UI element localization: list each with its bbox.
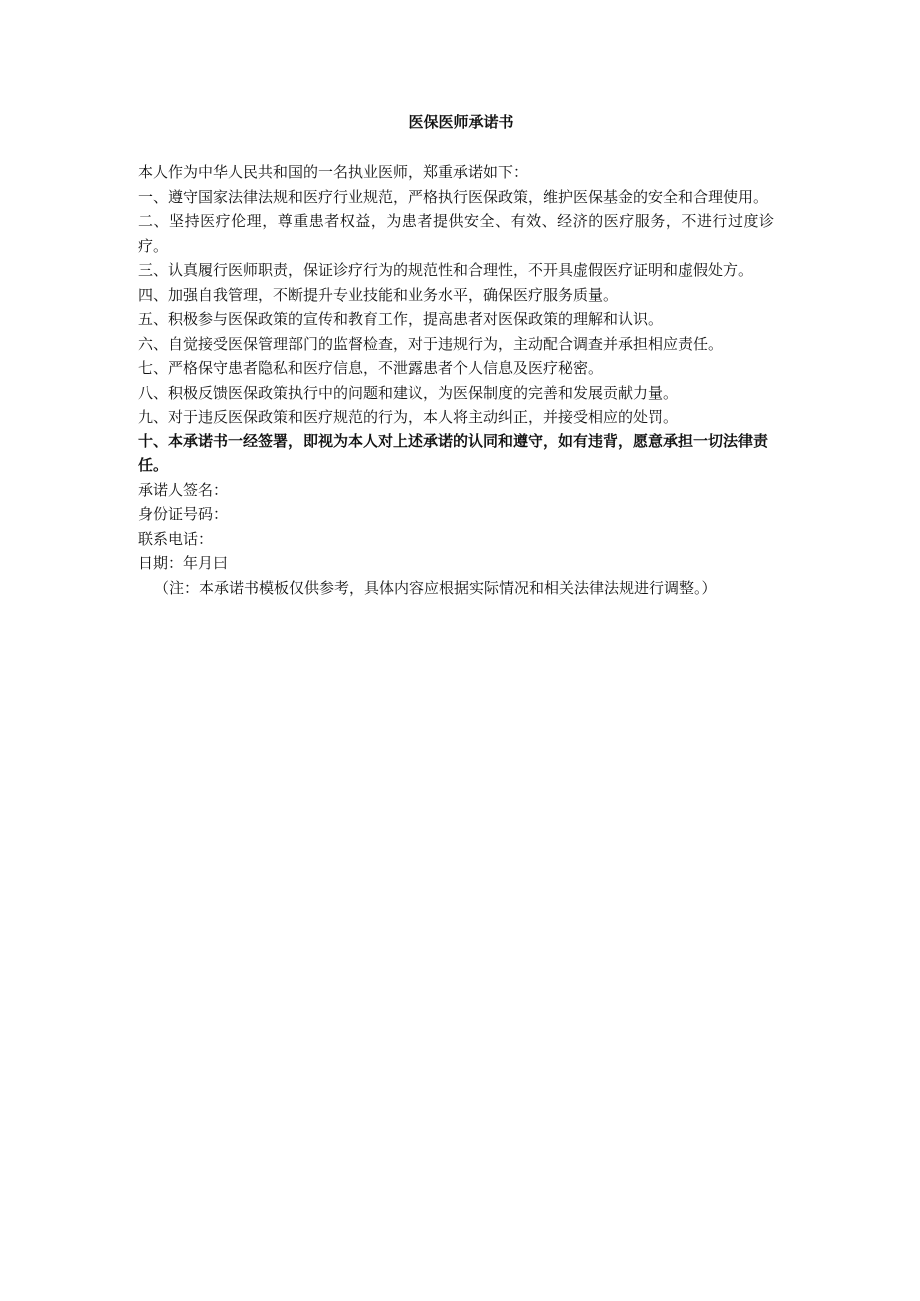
commitment-item-1: 一、遵守国家法律法规和医疗行业规范，严格执行医保政策，维护医保基金的安全和合理使用。 [138,187,769,206]
commitment-item-8: 八、积极反馈医保政策执行中的问题和建议，为医保制度的完善和发展贡献力量。 [138,383,679,402]
id-number-field-label: 身份证号码： [138,506,229,523]
commitment-item-3: 三、认真履行医师职责，保证诊疗行为的规范性和合理性，不开具虚假医疗证明和虚假处方。 [138,261,754,279]
date-field-label: 日期：年月曰 [138,555,229,572]
template-note: （注：本承诺书模板仅供参考，具体内容应根据实际情况和相关法律法规进行调整。） [154,579,717,597]
intro-paragraph: 本人作为中华人民共和国的一名执业医师，郑重承诺如下： [138,163,529,181]
commitment-item-7: 七、严格保守患者隐私和医疗信息，不泄露患者个人信息及医疗秘密。 [138,359,604,377]
commitment-item-2: 二、坚持医疗伦理，尊重患者权益，为患者提供安全、有效、经济的医疗服务，不进行过度诊疗。 [138,212,774,255]
commitment-item-9: 九、对于违反医保政策和医疗规范的行为，本人将主动纠正，并接受相应的处罚。 [138,408,679,426]
commitment-item-10: 十、本承诺书一经签署，即视为本人对上述承诺的认同和遵守，如有违背，愿意承担一切法律责任。 [138,432,769,474]
signature-field-label: 承诺人签名： [138,481,229,499]
commitment-item-4: 四、加强自我管理，不断提升专业技能和业务水平，确保医疗服务质量。 [138,285,619,304]
document-page [138,112,774,601]
document-title: 医保医师承诺书 [408,114,514,131]
commitment-item-6: 六、自觉接受医保管理部门的监督检查，对于违规行为，主动配合调查并承担相应责任。 [138,334,724,353]
commitment-item-5: 五、积极参与医保政策的宣传和教育工作，提高患者对医保政策的理解和认识。 [138,310,664,328]
phone-field-label: 联系电话： [138,530,214,548]
